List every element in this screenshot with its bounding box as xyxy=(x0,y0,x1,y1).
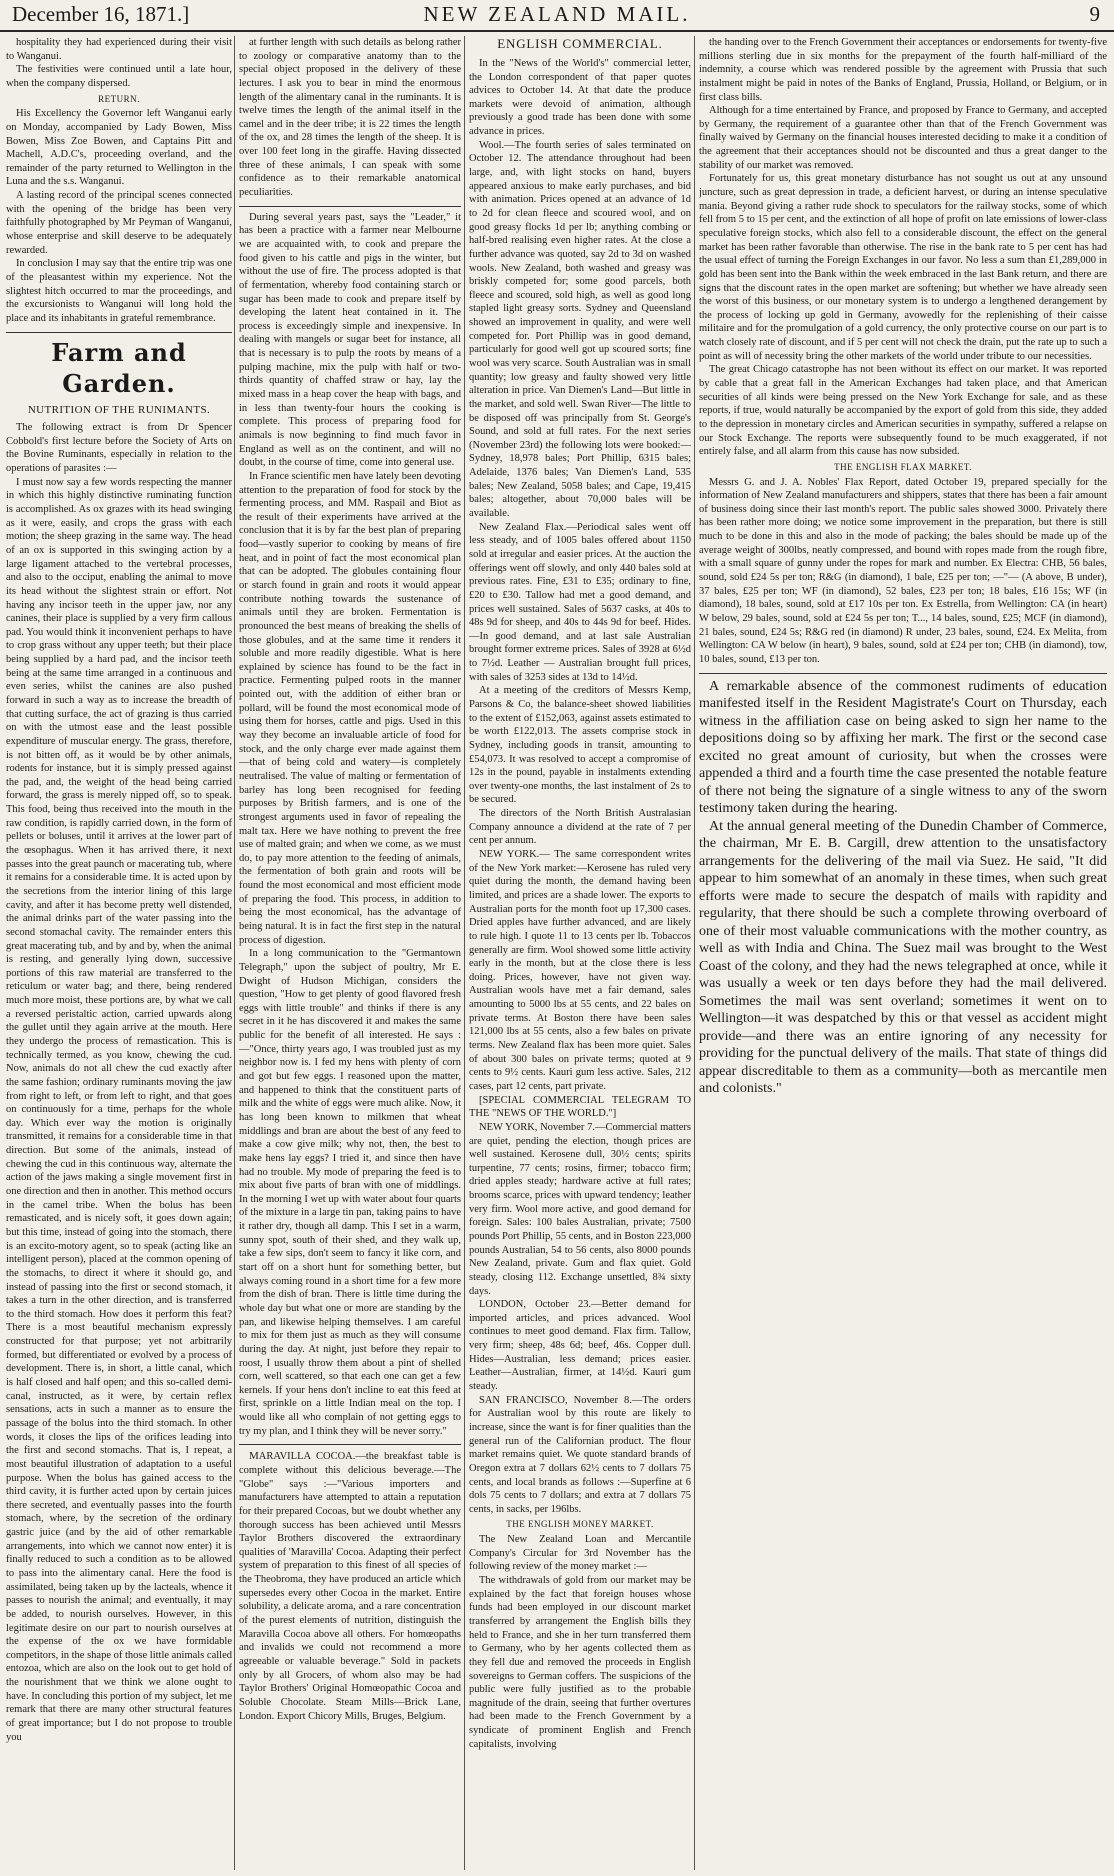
paragraph: The withdrawals of gold from our market may be explained by the fact that foreign houses whose funds had been employed in our discount market transferred by arrangement the English bills they held to France, and she in her turn transferred them to Germany, who by her agents collected them as they fell due and removed the proceeds in English sovereigns to German coffers. The suspicions of the public were fully justified as to the probable magnitude of the drain, seeing that further overtures had been made to the French Government by a syndicate of prominent English and French capitalists, involving xyxy=(469,1575,691,1750)
article-title: NUTRITION OF THE RUNIMANTS. xyxy=(27,403,211,416)
section-title-farm-garden: Farm and Garden. xyxy=(51,337,187,398)
paragraph: The directors of the North British Australasian Company announce a dividend at the rate of 7 per cent per annum. xyxy=(469,808,691,847)
paragraph: hospitality they had experienced during their visit to Wanganui. xyxy=(6,37,232,62)
flax-market-heading: THE ENGLISH FLAX MARKET. xyxy=(834,461,972,472)
paragraph: A remarkable absence of the commonest rudiments of education manifested itself in the Resident Magistrate's Court on Thursday, each witness in the affiliation case on being asked to sign her name to the depositions doing so by affixing her mark. The first or the second case excited no great amount of curiosity, but when the crosses were appended a third and a fourth time the case presented the notable feature of there not being the signature of a single witness to any of the sworn testimony taken during the hearing. xyxy=(699,678,1107,817)
column-rule xyxy=(464,36,465,1870)
column-3 xyxy=(469,36,691,1870)
newspaper-title: NEW ZEALAND MAIL. xyxy=(423,2,691,26)
section-divider xyxy=(6,332,232,333)
paragraph: The following extract is from Dr Spencer Cobbold's first lecture before the Society of Arts on the Bovine Ruminants, especially in relation to the operations of parasites :— xyxy=(6,422,232,475)
paragraph: A lasting record of the principal scenes connected with the opening of the bridge has been very faithfully photographed by Mr Peyman of Wanganui, whose enterprise and skill deserve to be adequately rewarded. xyxy=(6,190,232,256)
paragraph: Although for a time entertained by France, and proposed by France to Germany, and accepted by Germany, the requirement of a guarantee other than that of the French Government was finally waived by Germany on the financial houses interested deciding to make it a condition of the agreement that their acceptances should not be discounted and thus a great danger to the stability of our market was removed. xyxy=(699,105,1107,171)
paragraph: During several years past, says the "Leader," it has been a practice with a farmer near Melbourne we are acquainted with, to cook and prepare the food given to his cattle and pigs in the winter, but without the use of fire. The process adopted is that of fermentation, whereby food containing starch or sugar has been made to cook and prepare itself by developing the latent heat contained in it. The process is exceedingly simple and inexpensive. In dealing with mangels or sugar beet for instance, all that is necessary is to pulp the roots by means of a pulping machine, mix the pulp with half or two-thirds quantity of chaffed straw or hay, lay the mixed mass in a heap cover the heap with bags, and in less than twenty-four hours the cooking is complete. This process of preparing food for animals is now beginning to find much favor in England as well as on the continent, and will no doubt, in the course of time, come into general use. xyxy=(239,211,461,469)
column-2 xyxy=(239,36,461,1870)
telegram-heading: [SPECIAL COMMERCIAL TELEGRAM TO THE "NEWS OF THE WORLD."] xyxy=(469,1094,691,1120)
paragraph: NEW YORK.— The same correspondent writes of the New York market:—Kerosene has ruled very quiet during the month, the demand having been limited, and prices are a shade lower. The exports to Australian ports for the month foot up 17,300 cases. Dried apples have further advanced, and are likely to rule high. I quote 11 to 13 cents per lb. Tobaccos generally are firm. Wool showed some little activity early in the month, but at the close there is less doing. Prices, however, have not given way. Australian wools have met a fair demand, sales amounting to 5000 lbs at 55 cents, and 22 bales on private terms. At Boston there have been sales 121,000 lbs at 55 cents, also a few bales on private terms. New Zealand flax has been more quiet. Sales of about 300 bales on private terms; quoted at 9 cents to 9½ cents. Kauri gum less active. Sales, 212 cases, part 12 cents, part private. xyxy=(469,849,691,1092)
paragraph: I must now say a few words respecting the manner in which this highly distinctive ruminating function is accomplished. As ox grazes with its head swinging as it were, easily, and crops the grass with each motion; the sheep grazing in the same way. The head of an ox is supported in this swinging action by a large ligament attached to the vertebral processes, and also to the occiput, enabling the animal to move its head without the slightest strain or effort. Not having any incisor teeth in the upper jaw, nor any canines, their place is supplied by a very firm callous pad. You would think it inconvenient perhaps to have to crop grass without any upper teeth; but their place being supplied by a hard pad, and the incisor teeth being at the same time arranged in a continuous and even series, whilst the canines are also pushed forward in such a way as to increase the breadth of that cutting surface, the act of grazing is thus carried on with the utmost ease and the least possible expenditure of muscular energy. The grass, therefore, is not bitten off, as it would be by other animals, rodents for instance, but it is simply pressed against the pad, and, the weight of the head being carried forward, the grass is merely nipped off, so to speak. This food, being thus received into the mouth in the raw condition, is rapidly carried down, in the form of pellets or boluses, until it arrives at the lower part of the œsophagus. When it has arrived there, it next passes into the great paunch or macerating tub, where it remains for a considerable time. It is acted upon by the secretions from the interior lining of this large cavity, and after it has become pretty well distended, the animal drinks part of the water passing into the second stomachal cavity. The remainder enters this great macerating tub, and by and by, when the animal is resting, and generally lying down, successive portions of this raw material are transferred to the reticulum or water bag; and there, being rendered much more moist, these portions are, by what we call a reversed peristaltic action, carried upwards along the gullet until they again arrive at the mouth. Here they undergo the process of remastication. This is technically termed, as you know, chewing the cud. Now, animals do not all chew the cud exactly after the same fashion; ordinary ruminants moving the jaw from right to left, or from left to right, and that goes on continuously for a time, perhaps for the whole day. Which ever way the motion is originally transmitted, it remains for a considerable time in that direction. But some of the animals, instead of chewing the cud in this continuous way, alternate the action of the jaws making a single movement first in one direction and then in another. This method occurs in the camel tribe. When the bolus has been remasticated, and is nicely soft, it goes down again; but this time, instead of going into the stomach, there is an excito-motory agent, so to speak (acting like an intelligent person), placed at the common opening of the stomachs, to direct it where it should go, and instead of passing into the first or second stomach, it takes a turn in the other direction, and is transferred to the third stomach. How does it perform this feat? There is a most beautiful mechanism expressly constructed for that purpose; yet not arbitrarily formed, but differentiated or evolved by a process of development. There is, in short, a little canal, which is half closed and half open; and this so-called demi-canal, instructed, as it were, by certain reflex sensations, acts in such a manner as to ensure the passage of the bolus into the third stomach. In other words, it closes the lips of the orifices leading into the first and second stomachs. That is, I repeat, a most beautiful illustration of adaptation to a useful purpose. When the bolus has gained access to the third cavity, it is further acted upon by certain juices there secreted, and eventually passes into the fourth stomach, where, by the secretion of the ordinary gastric juice (and by the aid of other remarkable arrangements, into which we cannot now enter) it is finally reduced to such a condition as to be allowed to pass into the alimentary canal. Here the food is assimilated, being taken up by the lacteals, whence it passes to nourish the animal; and eventually, it may be added, to nourish ourselves. However, in this legitimate desire on our part to nourish ourselves at the expense of the ox we have formidable competitors, in the shape of those little animals called entozoa, which are also on the look out to get hold of the nourishment that we think we alone ought to have. In concluding this portion of my subject, let me remark that there are many other structural features of great importance; but I do not propose to trouble you xyxy=(6,476,232,1743)
paragraph: The festivities were continued until a late hour, when the company dispersed. xyxy=(6,64,232,89)
paragraph: NEW YORK, November 7.—Commercial matters are quiet, pending the election, though prices are well sustained. Kerosene dull, 30½ cents; spirits turpentine, 77 cents; rosins, firmer; tobacco firm; dried apples steady; hardware active at full rates; brooms scarce, prices with upward tendency; leather very firm. Wool more active, and good demand for foreign. Sales: 100 bales Australian, private; 7500 pounds Port Phillip, 55 cents, and in Boston 223,000 pounds Australian, 54 to 56 cents, also 8000 pounds New Zealand, private. Gum and flax quiet. Gold steady, closing 112. Exchange unsettled, 8¾ sixty days. xyxy=(469,1121,691,1297)
paragraph: LONDON, October 23.—Better demand for imported articles, and prices advanced. Wool continues to meet good demand. Flax firm. Tallow, very firm; sheep, 48s 6d; beef, 46s. Copper dull. Hides—Australian, less demand; prices easier. Leather—Australian, firmer, at 14½d. Kauri gum steady. xyxy=(469,1299,691,1393)
paragraph: Wool.—The fourth series of sales terminated on October 12. The attendance throughout had been large, and, with light stocks on hand, buyers appeared anxious to make early purchases, and bid with animation. Prices opened at an advance of 1d to 2d for clean fleece and scoured wool, and on good greasy flocks 1d per lb; anything combing or half-bred realising even higher rates. At the close a further advance was quoted, say 2d to 3d on washed wools. New Zealand, both washed and greasy was briskly competed for; some good parcels, both fleece and scoured, sold high, as well as good long stapled light greasy sorts. Sydney and Queensland showed an improvement in quality, and were well competed for. Port Phillip was in good demand, particularly for good well got up scoured sorts; fine wool was very scarce. South Australian was in small quantity; low greasy and faulty showed very little alteration in price. Van Diemen's Land—But little in the market, and sold well. Swan River—The little to be disposed off was principally from St. George's Sound, and sold at full rates. For the next series (November 23rd) the following lots were booked:—Sydney, 18,978 bales; Port Phillip, 6315 bales; Adelaide, 1376 bales; Van Diemen's Land, 535 bales; New Zealand, 5058 bales; and Cape, 19,415 bales; altogether, about 70,000 bales will be available. xyxy=(469,139,691,520)
paragraph: the handing over to the French Government their acceptances or endorsements for twenty-five millions sterling due in six months for the prepayment of the fourth half-milliard of the indemnity, a course which was rendered possible by the agreement with Prussia that such instalment might be paid in notes of the Banks of England, Prussia, Holland, or Belgium, or in first class bills. xyxy=(699,37,1107,103)
section-divider xyxy=(239,1444,461,1445)
column-rule xyxy=(234,36,235,1870)
paragraph: Messrs G. and J. A. Nobles' Flax Report, dated October 19, prepared specially for the information of New Zealand manufacturers and shippers, states that there has been a fair amount of business doing since their last month's report. The public sales showed 3000. Privately there has been rather more doing; we notice some improvement in the preparation, but there is still much to be done in this and also in the mode of packing; the bales should be made up of the average weight of 300lbs, neatly compressed, and bound with ropes made from the rough fibre, with a small square of gunny under the ropes for mark and number. Ex Electra: CHB, 56 bales, sound, sold £24 5s per ton; R&G (in diamond), 1 bale, £25 per ton; —"— (A above, B under), 37 bales, £25 per ton; WF (in diamond), 52 bales, £23 per ton; 18 bales, £16 15s; WF (in diamond), 18 bales, sound, sold at £17 10s per ton. Ex Estrella, from Wellington: CA (in heart) W below, 29 bales, sound, sold at £24 5s per ton; T..., 14 bales, sound, £25; MCF (in diamond), 21 bales, sound, £24 5s; R&G red (in diamond) R under, 23 bales, sound, £24. Ex Melita, from Wellington: CA W below (in heart), 9 bales, sound, sold at £24 per ton; CHB (in diamond), tow, 10 bales, sound, £13 per ton. xyxy=(699,476,1107,665)
masthead xyxy=(0,0,1114,32)
paragraph: The New Zealand Loan and Mercantile Company's Circular for 3rd November has the following review of the money market :— xyxy=(469,1534,691,1573)
cocoa-advertisement: MARAVILLA COCOA.—the breakfast table is complete without this delicious beverage.—The "Globe" says :—"Various importers and manufacturers have attempted to attain a reputation for their prepared Cocoas, but we doubt whether any thorough success has been achieved until Messrs Taylor Brothers discovered the extraordinary qualities of 'Maravilla' Cocoa. Adapting their perfect system of preparation to this finest of all species of the Theobroma, they have produced an article which supersedes every other Cocoa in the market. Entire solubility, a delicate aroma, and a rare concentration of the purest elements of nutrition, distinguish the Maravilla Cocoa above all others. For homœopaths and invalids we could not recommend a more agreeable or valuable beverage." Sold in packets only by all Grocers, of whom also may be had Taylor Brothers' Original Homœopathic Cocoa and Soluble Chocolate. Steam Mills—Brick Lane, London. Export Chicory Mills, Bruges, Belgium. xyxy=(239,1450,461,1722)
paragraph: In a long communication to the "Germantown Telegraph," upon the subject of poultry, Mr E. Dwight of Hudson Michigan, considers the question, "How to get plenty of good flavored fresh eggs with little trouble" and thinks if there is any secret in it he has discovered it and makes the same public for the benefit of all interested. He says :—"Once, thirty years ago, I was troubled just as my neighbor now is. I fed my hens with plenty of corn and got but few eggs. I reasoned upon the matter, and happened to think that the constituent parts of milk and the white of eggs were much alike. Now, it has long been known to milkmen that wheat middlings and bran are about the best of any feed to make a cow give milk; why not, then, the best to make hens lay eggs? I tried it, and since then have had no trouble. My mode of preparing the feed is to mix about five parts of bran with one of middlings. In the morning I wet up with water about four quarts of the mixture in a large tin pan, taking pains to have it rather dry, though all damp. This I set in a warm, sunny spot, south of their shed, and they walk up, take a few sips, don't seem to fancy it like corn, and start off on a short hunt for something better, but always coming round in a short time for a few more from the dish of bran. There is little time during the whole day but what one or more are standing by the pan, and likewise helping themselves. I am careful to mix for them just as much as they will consume during the day. At night, just before they repair to roost, I usually throw them about a pint of shelled corn, well scattered, so that each one can get a few kernels. If your hens don't incline to eat this feed at first, sprinkle on a little Indian meal on the top. I would like all who complain of not getting eggs to try my plan, and I think they will be never sorry." xyxy=(239,948,461,1437)
money-market-heading: THE ENGLISH MONEY MARKET. xyxy=(506,1519,654,1530)
section-divider xyxy=(239,206,461,207)
paragraph: At a meeting of the creditors of Messrs Kemp, Parsons & Co, the balance-sheet showed liabilities to the extent of £152,063, against assets estimated to be worth £122,013. The assets comprise stock in Sydney, including goods in transit, amounting to £54,073. It was resolved to accept a compromise of 12s in the pound, payable in instalments extending over twenty-one months, the last instalment of 2s to be secured. xyxy=(469,685,691,806)
english-commercial-title: ENGLISH COMMERCIAL. xyxy=(497,36,663,51)
paragraph: At the annual general meeting of the Dunedin Chamber of Commerce, the chairman, Mr E. B. Cargill, drew attention to the unsatisfactory arrangements for the delivering of the mail via Suez. He said, "It did appear to him somewhat of an anomaly in these times, when such great efforts were made to secure the despatch of mails with rapidity and regularity, that there should be such a complete throwing overboard of one of their most valuable communications with the mother country, as well as with India and China. The Suez mail was brought to the West Coast of the colony, and they had the news telegraphed at once, while it was usually a week or ten days before they had the mail delivered. Sometimes the mail was sent overland; sometimes it went on to Wellington—it was despatched by this or that vessel as accident might provide—and there was an entire ignoring of any necessity for providing for the punctual delivery of the mails. That state of things did appear discreditable to them as a community—both as mercantile men and colonists." xyxy=(699,818,1107,1097)
paragraph: His Excellency the Governor left Wanganui early on Monday, accompanied by Lady Bowen, Miss Bowen, Miss Zoe Bowen, and Captains Pitt and Machell, A.D.C's, proceeding overland, and the remainder of the party returned to Wellington in the Luna and the s.s. Wanganui. xyxy=(6,108,232,188)
issue-date: December 16, 1871.] xyxy=(12,2,190,26)
section-divider xyxy=(699,673,1107,674)
paragraph: In France scientific men have lately been devoting attention to the preparation of food for stock by the fermenting process, and MM. Raspail and Biot as the result of their experiments have arrived at the conclusion that it is by far the best plan of preparing food—vastly superior to cooking by means of fire heat, and in point of fact the most economical plan that can be adopted. The globules containing flour or starch found in grain and roots it would appear contribute nothing towards the sustenance of animals until they are broken. Fermentation is pronounced the best means of breaking the shells of those globules, and at the same time it renders it soluble and more readily digestible. What is here explained by science has found to be the fact in practice. Fermenting pulped roots in the manner pointed out, with the addition of either bran or pollard, will be found the most economical mode of using them for horses, cattle and pigs. Used in this way they become an invaluable article of food for stock, and the only charge ever made against them—that of being cold and watery—is completely neutralised. The value of malting or fermentation of barley has long been recognised for feeding purposes by British farmers, and is one of the strongest arguments used in favor of repealing the malt tax. Here we have nothing to prevent the free use of malted grain; and when we come, as we must do, to pay more attention to the feeding of animals, the fermentation of both grain and roots will be found the most economical and most efficient mode of preparing the food. This process, in addition to being the most economical, has the advantage of being natural. It is in fact the first step in the natural process of digestion. xyxy=(239,470,461,946)
paragraph: New Zealand Flax.—Periodical sales went off less steady, and of 1005 bales offered about 1150 sold at irregular and easier prices. At the auction the offerings went off slowly, and only 440 bales sold at previous rates. Fine, £31 to £35; ordinary to fine, £20 to £30. Tallow had met a good demand, and prices well sustained. Sales of 5637 casks, at 40s to 48s 9d for sheep, and 40s to 44s 9d for beef. Hides.—In good demand, and at last sale Australian brought former extreme prices. Sales of 3928 at 6½d to 7½d. Leather — Australian brought full prices, with sales of 3253 sides at 13d to 14½d. xyxy=(469,521,691,683)
paragraph: The great Chicago catastrophe has not been without its effect on our market. It was reported by cable that a great fall in the American Exchanges had taken place, and that American securities of all kinds were being pressed on the New York Exchange for sale, and as these reports, if true, would naturally be accompanied by the export of gold from this side, they added to the depression in monetary circles and American securities in sympathy, suffered a relapse on our Stock Exchange. The reports were subsequently found to be much exaggerated, if not entirely false, and all alarm from this cause has now subsided. xyxy=(699,364,1107,458)
paragraph: Fortunately for us, this great monetary disturbance has not sought us out at any unsound juncture, such as great depression in trade, a deficient harvest, or during an intense speculative mania. Beyond giving a rather rude shock to speculators for the railway stocks, some of which fell from 5 to 15 per cent, and the extinction of all hope of profit on late emissions of lower-class speculative foreign stocks, which also fell to a considerable discount, the effect on the general market has been rather favorable than otherwise. The rise in the bank rate to 5 per cent has had the usual effect of turning the Foreign Exchanges in our favor. No less a sum than £1,289,000 in gold has been sent into the Bank within the week embraced in the last Bank return, and there are signs that the discount rates in the open market are softening; but whether we have already seen the worst of this business, or our monetary system is to undergo a lengthened derangement by the process of locking up gold in Germany, avowedly for the replenishing of their caisse militaire and for the promulgation of a gold currency, the only protective course on our part is to watch closely rate of discount, and if 5 per cent will not check the drain, put the rate up to such a point as will of necessity bring the other markets of the world under tribute to our necessities. xyxy=(699,173,1107,362)
paragraph: In the "News of the World's" commercial letter, the London correspondent of that paper quotes advices to October 14. At that date the produce markets were devoid of animation, although previously a good trade has been done with some advance in prices. xyxy=(469,57,691,138)
paragraph: In conclusion I may say that the entire trip was one of the pleasantest within my experience. Not the slightest hitch occurred to mar the proceedings, and the excursionists to Wanganui will long hold the place and its inhabitants in grateful remembrance. xyxy=(6,258,232,324)
column-4 xyxy=(699,36,1107,1870)
paragraph: at further length with such details as belong rather to zoology or comparative anatomy than to the special object proposed in the delivery of these lectures. I ask you to bear in mind the enormous length of the alimentary canal in the ruminants. It is twelve times the length of the animal itself in the camel and in the deer tribe; it is 22 times the length of the ox, and 28 times the length of the sheep. It is over 100 feet long in the giraffe. Having dissected three of these animals, I can speak with some confidence as to their remarkable anatomical peculiarities. xyxy=(239,37,461,199)
column-rule xyxy=(694,36,695,1870)
column-1 xyxy=(6,36,232,1870)
page-number: 9 xyxy=(1089,2,1100,26)
paragraph: SAN FRANCISCO, November 8.—The orders for Australian wool by this route are likely to increase, since the want is for finer qualities than the general run of the Californian product. The flour market remains quiet. We quote standard brands of Oregon extra at 7 dollars 62½ cents to 7 dollars 75 cents, and local brands as follows :—Superfine at 6 dols 75 cents to 7 dollars; and extra at 7 dollars 75 cents, in sacks, per 196lbs. xyxy=(469,1394,691,1515)
return-heading: RETURN. xyxy=(98,93,140,104)
